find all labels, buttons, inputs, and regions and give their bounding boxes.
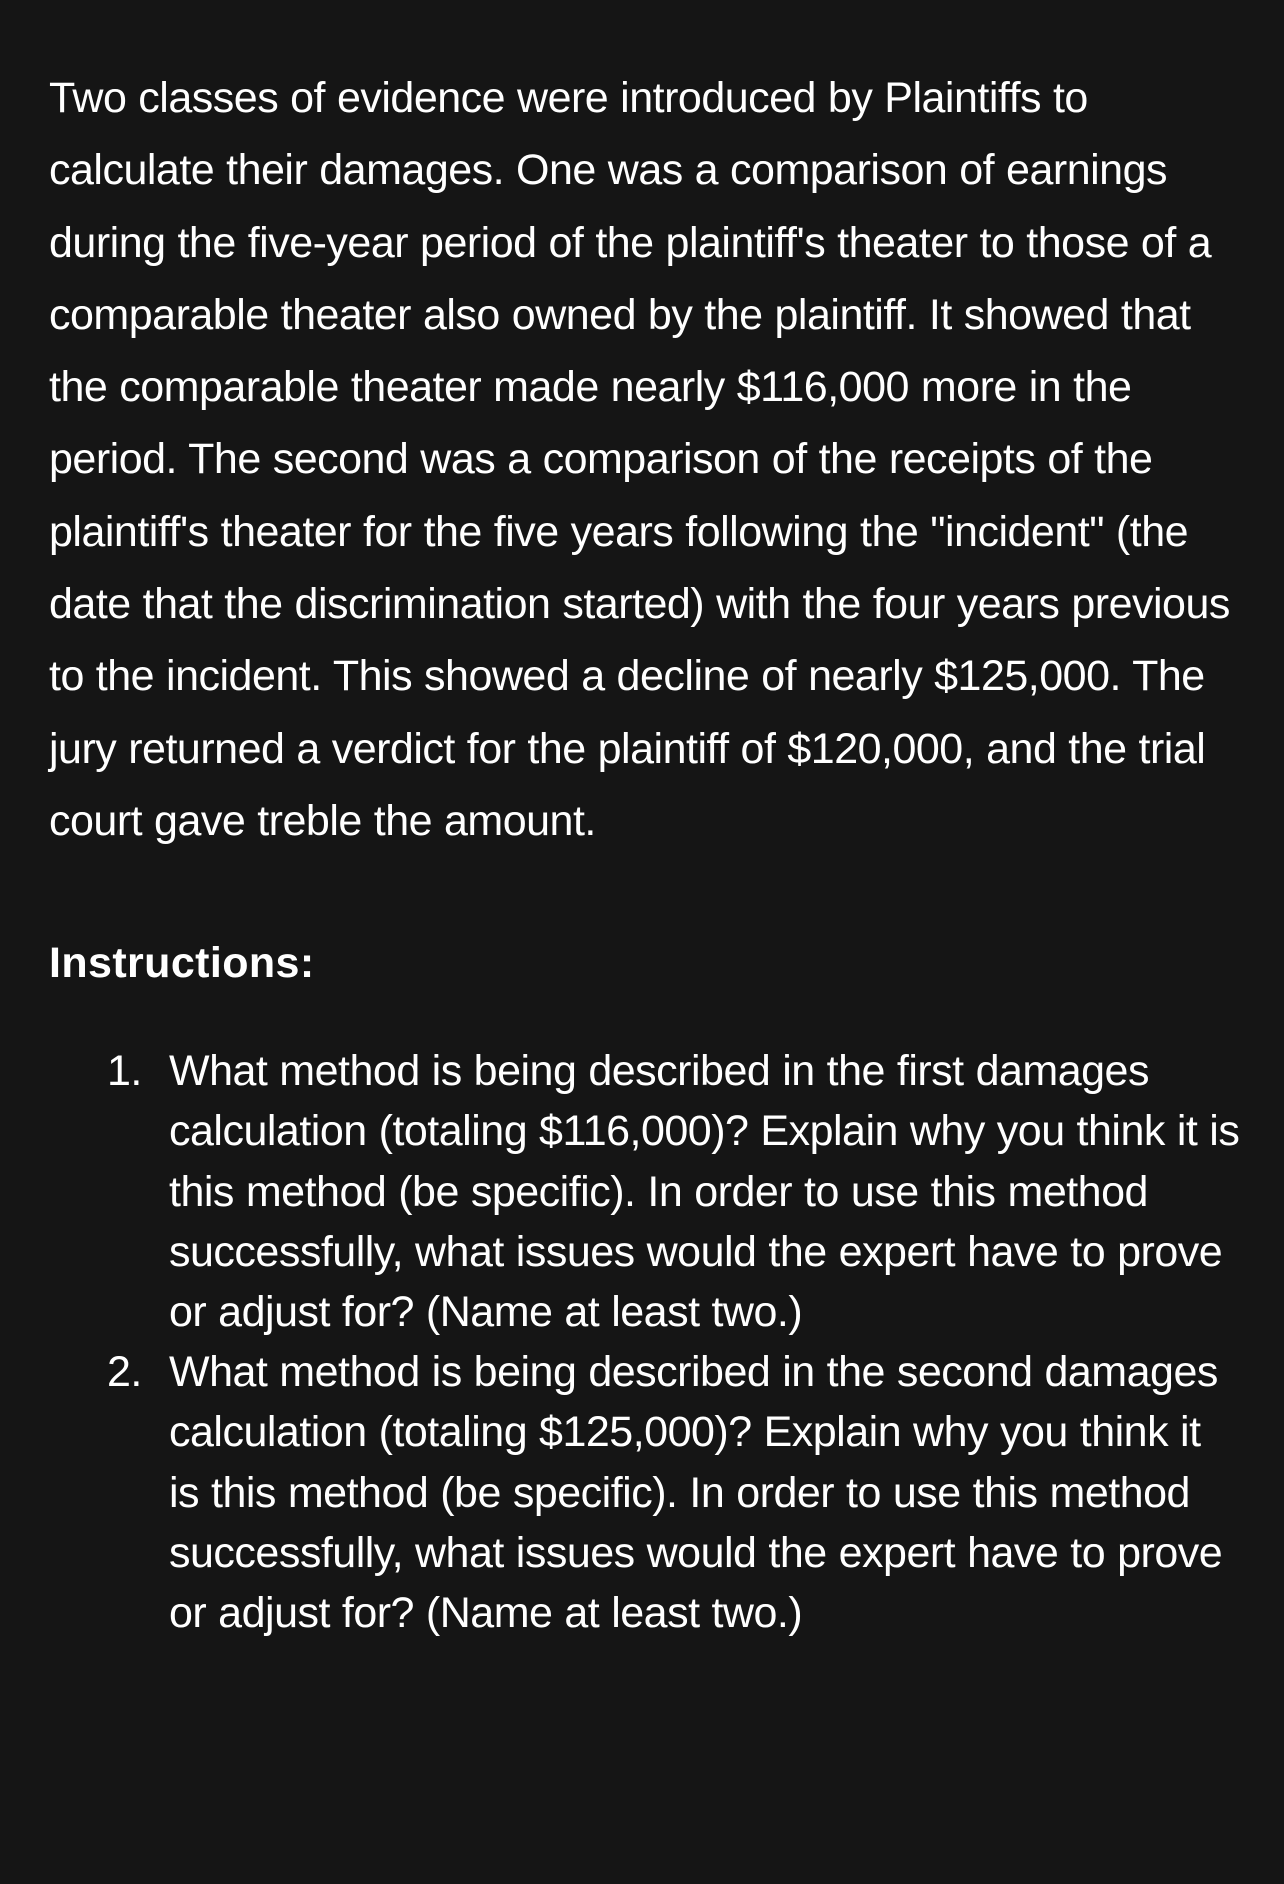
- instructions-heading: Instructions:: [49, 939, 315, 988]
- question-text: What method is being described in the first damages calculation (totaling $116,000)? Explain why you think it is this method (be specific). In order to use this method successfully, what issues would the expert have to prove or adjust for? (Name at least two.): [169, 1047, 1240, 1337]
- question-text: What method is being described in the second damages calculation (totaling $125,000)? Explain why you think it is this method (be specific). In order to use this method successfully, what issues would the expert have to prove or adjust for? (Name at least two.): [169, 1348, 1223, 1638]
- question-number: 1.: [107, 1047, 142, 1096]
- question-item: [49, 1342, 1240, 1643]
- question-item: [49, 1041, 1240, 1342]
- question-number: 2.: [107, 1348, 142, 1397]
- case-facts-paragraph: Two classes of evidence were introduced by Plaintiffs to calculate their damages. One was a comparison of earnings during the five-year period of the plaintiff's theater to those of a comparable theater also owned by the plaintiff. It showed that the comparable theater made nearly $116,000 more in the period. The second was a comparison of the receipts of the plaintiff's theater for the five years following the "incident" (the date that the discrimination started) with the four years previous to the incident. This showed a decline of nearly $125,000. The jury returned a verdict for the plaintiff of $120,000, and the trial court gave treble the amount.: [49, 74, 1230, 845]
- question-list: [49, 1041, 1240, 1643]
